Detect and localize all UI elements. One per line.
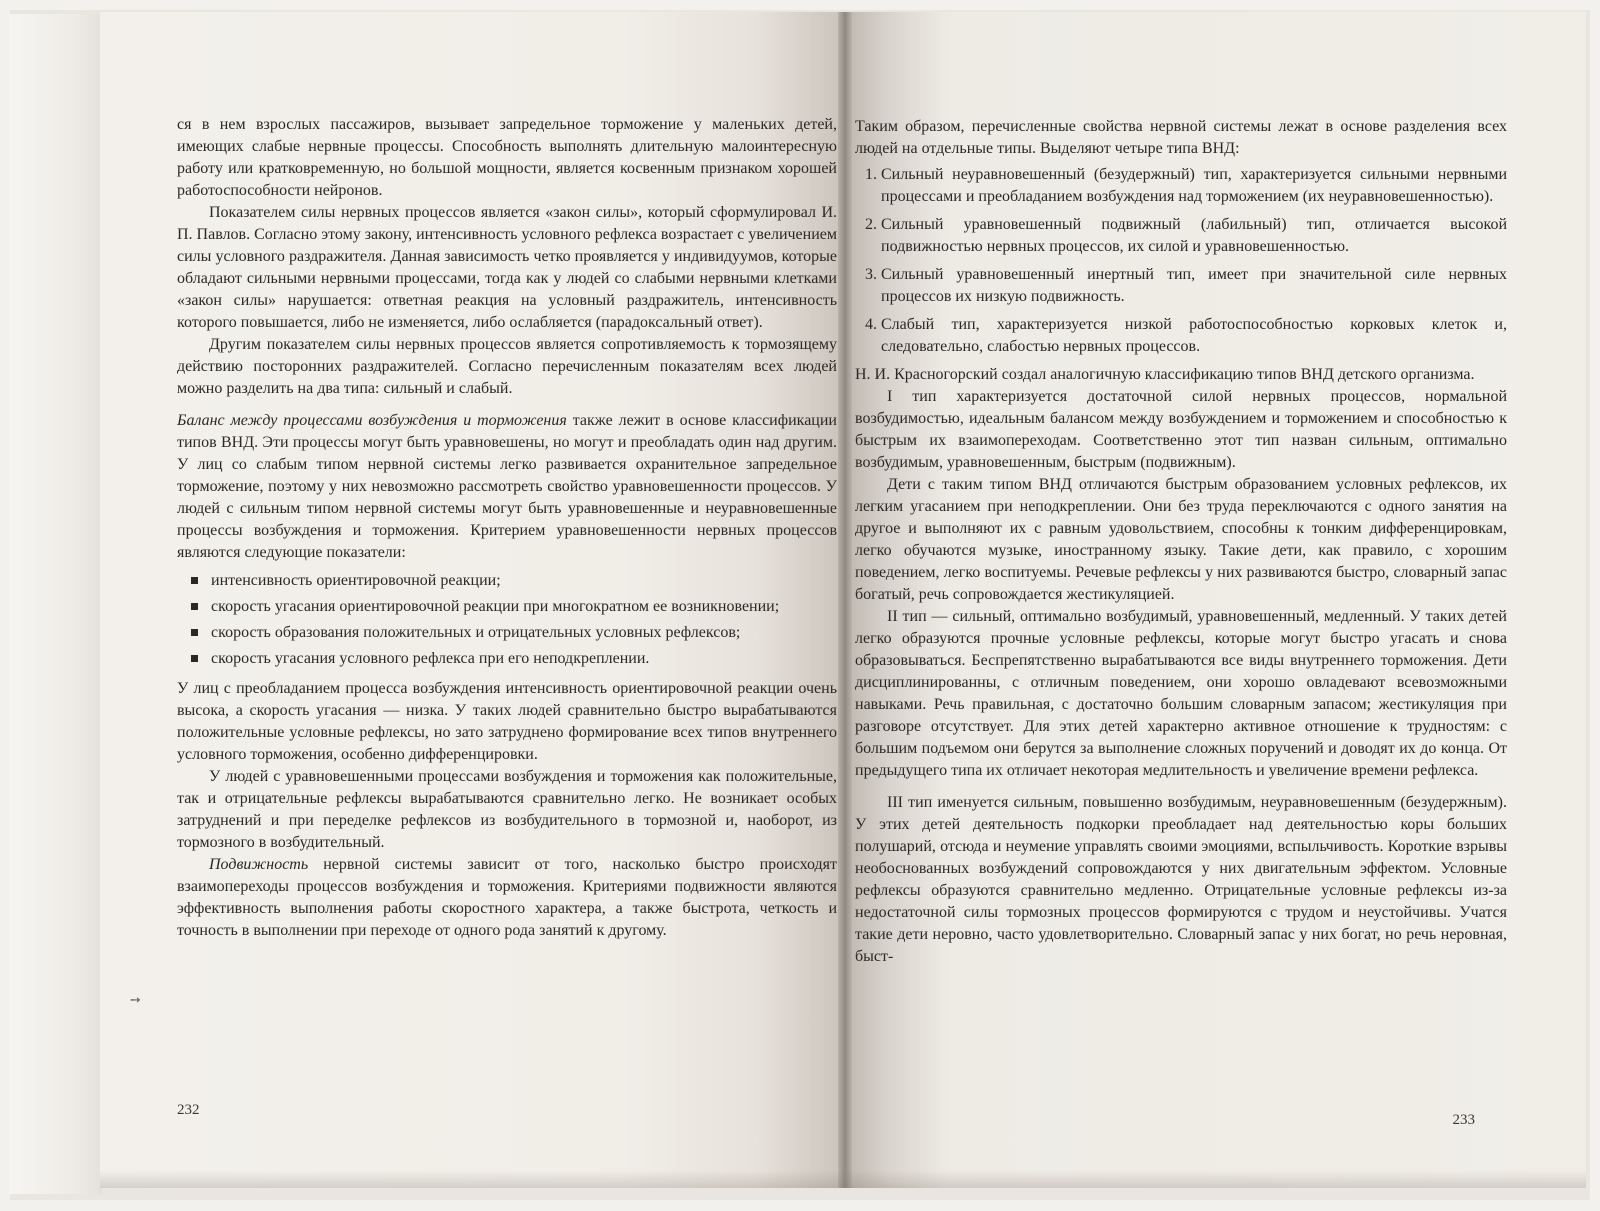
paragraph-text: нервной системы зависит от того, насколько быстро происходят взаимопереходы процессов возбуждения и торможения. Критериями подвижности являются эффективность выполнения работы скоростного характера, а также быстрота, четкость и точность в выполнении при переходе от одного рода занятий к другому. xyxy=(177,856,837,939)
page-number: 232 xyxy=(177,1102,200,1118)
square-bullet-icon xyxy=(191,655,198,662)
paragraph: I тип характеризуется достаточной силой нервных процессов, нормальной возбудимостью, идеальным балансом между возбуждением и торможением и способностью к быстрым их взаимопереходам. Соответственно этот тип назван сильным, оптимально возбудимым, уравновешенным, быстрым (подвижным). xyxy=(855,388,1507,471)
square-bullet-icon xyxy=(191,577,198,584)
paragraph-text: также лежит в основе классификации типов ВНД. Эти процессы могут быть уравновешены, но могут и преобладать один над другим. У лиц со слабым типом нервной системы легко развивается охранительное запредельное торможение, поэтому у них невозможно рассмотреть свойство уравновешенности процессов. У людей с сильным типом нервной системы могут быть уравновешенные и неуравновешенные процессы возбуждения и торможения. Критерием уравновешенности нервных процессов являются следующие показатели: xyxy=(177,412,837,561)
list-item-text: скорость образования положительных и отрицательных условных рефлексов; xyxy=(211,624,741,641)
book-gutter xyxy=(838,12,852,1188)
list-item xyxy=(855,264,1507,308)
list-item-text: Слабый тип, характеризуется низкой работоспособностью корковых клеток и, следовательно, слабостью нервных процессов. xyxy=(881,316,1507,355)
list-item xyxy=(191,622,837,644)
list-item-text: скорость угасания условного рефлекса при его неподкреплении. xyxy=(211,650,650,667)
list-item xyxy=(191,596,837,618)
criteria-list xyxy=(177,570,837,670)
list-number: 4. xyxy=(865,316,877,333)
paragraph: У лиц с преобладанием процесса возбуждения интенсивность ориентировочной реакции очень высока, а скорость угасания — низка. У таких людей сравнительно быстро вырабатываются положительные условные рефлексы, но зато затруднено формирование всех типов внутреннего условного торможения, особенно дифференцировки. xyxy=(177,680,837,763)
list-item xyxy=(191,648,837,670)
paragraph: II тип — сильный, оптимально возбудимый, уравновешенный, медленный. У таких детей легко образуются прочные условные рефлексы, которые могут быстро угасать и снова образовываться. Беспрепятственно вырабатываются все виды внутреннего торможения. Дети дисциплинированны, с отличным поведением, они хорошо овладевают всевозможными навыками. Речь правильная, с достаточно большим словарным запасом; жестикуляция при разговоре отсутствует. Для этих детей характерно активное отношение к трудностям: с большим подъемом они берутся за выполнение сложных поручений и доводят их до конца. От предыдущего типа их отличает некоторая медлительность и увеличение времени рефлекса. xyxy=(855,608,1507,779)
left-page-text xyxy=(177,114,837,942)
paragraph: Показателем силы нервных процессов является «закон силы», который сформулировал И. П. Павлов. Согласно этому закону, интенсивность условного рефлекса возрастает с увеличением силы условного раздражителя. Данная зависимость четко проявляется у индивидуумов, которые обладают сильными нервными процессами, тогда как у людей со слабыми нервными клетками «закон силы» нарушается: ответная реакция на условный раздражитель, интенсивность которого повышается, либо не изменяется, либо ослабляется (парадоксальный ответ). xyxy=(177,204,837,331)
list-item-text: Сильный неуравновешенный (безудержный) тип, характеризуется сильными нервными процессами и преобладанием возбуждения над торможением (их неуравновешенностью). xyxy=(881,166,1507,205)
list-number: 3. xyxy=(865,266,877,283)
list-item xyxy=(191,570,837,592)
page-bottom-shadow xyxy=(100,1170,1586,1188)
paragraph: У людей с уравновешенными процессами возбуждения и торможения как положительные, так и отрицательные рефлексы вырабатываются сравнительно легко. Не возникает особых затруднений и при переделке рефлексов из возбудительного в тормозной и, наоборот, из тормозного в возбудительный. xyxy=(177,768,837,851)
paragraph: III тип именуется сильным, повышенно возбудимым, неуравновешенным (безудержным). У этих детей деятельность подкорки преобладает над деятельностью коры больших полушарий, отсюда и неумение управлять своими эмоциями, вспыльчивость. Короткие взрывы необоснованных возбуждений сопровождаются у них двигательным эффектом. Условные рефлексы образуются сравнительно медленно. Отрицательные условные рефлексы из-за недостаточной силы тормозных процессов формируются с трудом и неустойчивы. Учатся такие дети неровно, часто удовлетворительно. Словарный запас у них богат, но речь неровная, быст- xyxy=(855,794,1507,965)
paragraph: ся в нем взрослых пассажиров, вызывает запредельное торможение у маленьких детей, имеющих слабые нервные процессы. Способность выполнять длительную малоинтересную работу или кратковременную, но большой мощности, является косвенным признаком хорошей работоспособности нейронов. xyxy=(177,116,837,199)
paragraph xyxy=(177,854,837,942)
paragraph xyxy=(177,410,837,564)
right-page-text xyxy=(845,116,1507,968)
right-page xyxy=(845,12,1586,1188)
margin-arrow-icon: ➙ xyxy=(130,992,141,1007)
paragraph: Другим показателем силы нервных процессов является сопротивляемость к тормозящему действию посторонних раздражителей. Согласно перечисленным показателям всех людей можно разделить на два типа: сильный и слабый. xyxy=(177,336,837,397)
vnd-types-list xyxy=(855,164,1507,358)
list-number: 2. xyxy=(865,216,877,233)
list-number: 1. xyxy=(865,166,877,183)
paragraph: Н. И. Красногорский создал аналогичную классификацию типов ВНД детского организма. xyxy=(855,366,1475,383)
list-item xyxy=(855,164,1507,208)
page-edges xyxy=(10,14,102,1194)
list-item-text: интенсивность ориентировочной реакции; xyxy=(211,572,501,589)
paragraph: Таким образом, перечисленные свойства нервной системы лежат в основе разделения всех людей на отдельные типы. Выделяют четыре типа ВНД: xyxy=(855,118,1507,157)
square-bullet-icon xyxy=(191,629,198,636)
italic-term: Подвижность xyxy=(209,856,309,873)
square-bullet-icon xyxy=(191,603,198,610)
list-item xyxy=(855,214,1507,258)
paragraph: Дети с таким типом ВНД отличаются быстрым образованием условных рефлексов, их легким угасанием при неподкреплении. Они без труда переключаются с одного занятия на другое и выполняют их с равным удовольствием, способны к тонким дифференцировкам, легко обучаются музыке, иностранному языку. Такие дети, как правило, с хорошим поведением, легко воспитуемы. Речевые рефлексы у них развиваются быстро, словарный запас богатый, речь сопровождается жестикуляцией. xyxy=(855,476,1507,603)
italic-term: Баланс между процессами возбуждения и торможения xyxy=(177,412,567,429)
list-item-text: Сильный уравновешенный подвижный (лабильный) тип, отличается высокой подвижностью нервных процессов, их силой и уравновешенностью. xyxy=(881,216,1507,255)
list-item-text: Сильный уравновешенный инертный тип, имеет при значительной силе нервных процессов их низкую подвижность. xyxy=(881,266,1507,305)
page-number: 233 xyxy=(1452,1112,1475,1128)
list-item-text: скорость угасания ориентировочной реакции при многократном ее возникновении; xyxy=(211,598,780,615)
list-item xyxy=(855,314,1507,358)
left-page xyxy=(100,12,845,1188)
